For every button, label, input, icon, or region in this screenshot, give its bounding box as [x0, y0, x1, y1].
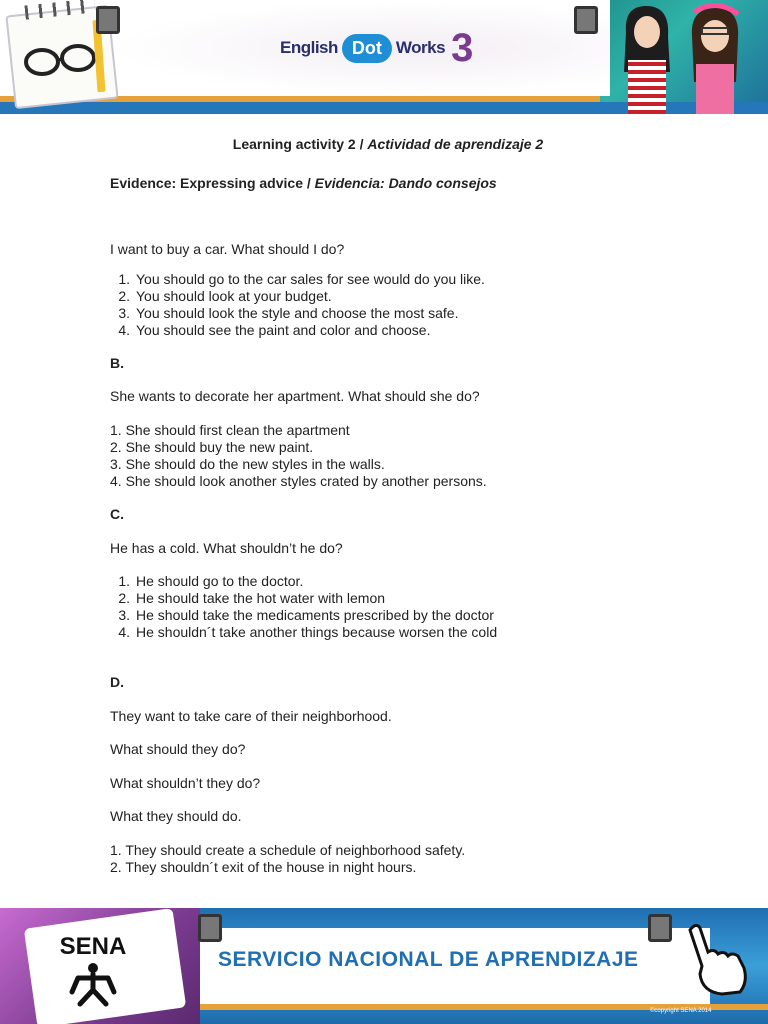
- sena-logo: [48, 928, 138, 1008]
- list-text: You should look at your budget.: [136, 288, 332, 304]
- list-text: You should look the style and choose the most safe.: [136, 305, 459, 321]
- girl-illustration-left: [612, 2, 682, 114]
- title-spanish: Actividad de aprendizaje 2: [367, 136, 544, 152]
- list-item: 1. She should first clean the apartment: [110, 422, 350, 438]
- question-d-shouldnt: What shouldn’t they do?: [110, 775, 261, 791]
- glasses-icon: [20, 40, 100, 80]
- list-text: He should take the medicaments prescribed by the doctor: [136, 607, 494, 623]
- list-item: 4. She should look another styles crated by another persons.: [110, 473, 487, 489]
- page-footer: [0, 908, 768, 1024]
- list-number: 4.: [118, 322, 130, 338]
- logo-works: Works: [395, 38, 446, 57]
- question-b: She wants to decorate her apartment. What should she do?: [110, 388, 480, 404]
- list-number: 4.: [118, 624, 130, 640]
- binder-clip-icon: [96, 6, 120, 34]
- list-item: [110, 607, 494, 624]
- logo-english: English: [280, 38, 338, 57]
- evidence-english: Evidence: Expressing advice /: [110, 175, 315, 191]
- list-text: You should see the paint and color and choose.: [136, 322, 431, 338]
- section-label-b: B.: [110, 355, 124, 371]
- list-number: 3.: [118, 305, 130, 321]
- logo-dot: Dot: [342, 34, 392, 63]
- question-d: They want to take care of their neighborhood.: [110, 708, 392, 724]
- binder-clip-icon: [574, 6, 598, 34]
- list-text: He should take the hot water with lemon: [136, 590, 386, 606]
- list-item: [110, 590, 385, 607]
- list-item: [110, 305, 458, 322]
- list-text: He shouldn´t take another things because worsen the cold: [136, 624, 498, 640]
- girl-illustration-right: [680, 2, 750, 114]
- list-number: 3.: [118, 607, 130, 623]
- binder-clip-icon: [198, 914, 222, 942]
- list-text: He should go to the doctor.: [136, 573, 304, 589]
- sena-logo-text: SENA: [59, 933, 127, 960]
- binder-clip-icon: [648, 914, 672, 942]
- list-number: 1.: [118, 573, 130, 589]
- section-label-c: C.: [110, 506, 124, 522]
- list-number: 2.: [118, 288, 130, 304]
- list-item: 2. She should buy the new paint.: [110, 439, 314, 455]
- section-label-d: D.: [110, 674, 124, 690]
- question-d-answer-heading: What they should do.: [110, 808, 242, 824]
- question-d-should: What should they do?: [110, 741, 246, 757]
- institution-name: SERVICIO NACIONAL DE APRENDIZAJE: [218, 948, 639, 971]
- evidence-spanish: Evidencia: Dando consejos: [314, 175, 497, 191]
- list-item: [110, 573, 303, 590]
- list-item: [110, 271, 485, 288]
- list-text: You should go to the car sales for see would do you like.: [136, 271, 485, 287]
- page-header: [0, 0, 768, 114]
- title-english: Learning activity 2 /: [232, 136, 368, 152]
- list-item: 2. They shouldn´t exit of the house in night hours.: [110, 859, 417, 875]
- list-item: [110, 288, 332, 305]
- list-item: 1. They should create a schedule of neighborhood safety.: [110, 842, 466, 858]
- pointing-hand-cursor-icon: [672, 922, 752, 1002]
- list-item: [110, 322, 431, 339]
- question-c: He has a cold. What shouldn’t he do?: [110, 540, 343, 556]
- list-number: 1.: [118, 271, 130, 287]
- list-number: 2.: [118, 590, 130, 606]
- copyright-text: ©copyright SENA 2014: [650, 1008, 712, 1014]
- list-item: [110, 624, 497, 641]
- question-a: I want to buy a car. What should I do?: [110, 241, 345, 257]
- activity-title: [110, 136, 666, 153]
- evidence-heading: [110, 175, 497, 192]
- logo-number: 3: [451, 26, 474, 70]
- english-dot-works-logo: [280, 28, 473, 68]
- list-item: 3. She should do the new styles in the walls.: [110, 456, 385, 472]
